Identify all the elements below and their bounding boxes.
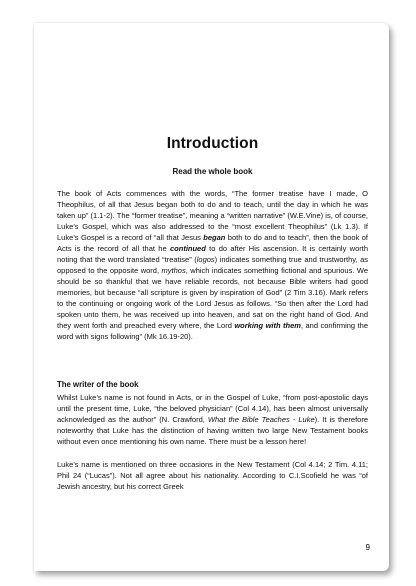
paragraph-1-text-4: ) indicates something true and trustworthy, as opposed to the opposite word, [57,255,369,275]
emphasis-continued: continued [169,244,206,253]
book-page [34,23,389,571]
paragraph-1-text-2: both to do and to teach”, then the book of Acts is the record of all that he [57,233,368,253]
chapter-title: Introduction [166,135,259,152]
paragraph-1-text-5: , which indicates something fictional and spurious. We should be so thankful that we have reliable records, not because Bible writers had good memories, but because “all scripture is given by inspiration of God” (2 Tim 3.16). Mark refers to the continuing or ongoing work of the Lord Jesus as follows. “So then after the Lord had spoken unto them, he was received up into heaven, and sat on the right hand of God. And they went forth and preached every where, the Lord [57,266,368,330]
italic-mythos: mythos [161,266,186,275]
chapter-subtitle: Read the whole book [172,167,253,176]
paragraph-1-text-1: The book of Acts commences with the words, “The former treatise have I made, O Theophilus, of all that Jesus began both to do and to teach, until the day in which he was taken up” (1.1-2). The “former treatise”, meaning a “written narrative” (W.E.Vine) is, of course, Luke’s Gospel, which was also addressed to the “most excellent Theophilus” (Lk 1.3). If Luke’s Gospel is a record of “all that Jesus [57,189,368,242]
paragraph-3: Luke’s name is mentioned on three occasions in the New Testament (Col 4.14; 2 Tim. 4.11; Phil 24 (“Lucas”). Not all agree about his nationality. According to C.I.Scofield he was “of Jewish ancestry, but his correct Greek [57,460,368,491]
paragraph-2-text-2: ). It is therefore noteworthy that Luke has the distinction of having written two large New Testament books without even once mentioning his own name. There must be a lesson here! [57,415,368,446]
italic-book-reference: What the Bible Teaches - Luke [207,415,315,424]
paragraph-2 [57,392,368,447]
paragraph-2-text-1: Whilst Luke’s name is not found in Acts, or in the Gospel of Luke, “from post-apostolic days until the present time, Luke, “the beloved physician” (Col 4.14), has been almost universally acknowledged as the author” (N. Crawford, [57,393,368,424]
paragraph-1 [57,188,368,342]
paragraph-1-text-3: to do after His ascension. It is certainly worth noting that the word translated “treatise” ( [57,244,368,264]
italic-logos: logos [196,255,215,264]
page-number: 9 [365,543,370,552]
emphasis-working-with-them: working with them [234,321,301,330]
section-heading-writer: The writer of the book [57,380,139,389]
paragraph-1-text-6: , and confirming the word with signs following” (Mk 16.19-20). [57,321,368,341]
emphasis-began: began [203,233,226,242]
